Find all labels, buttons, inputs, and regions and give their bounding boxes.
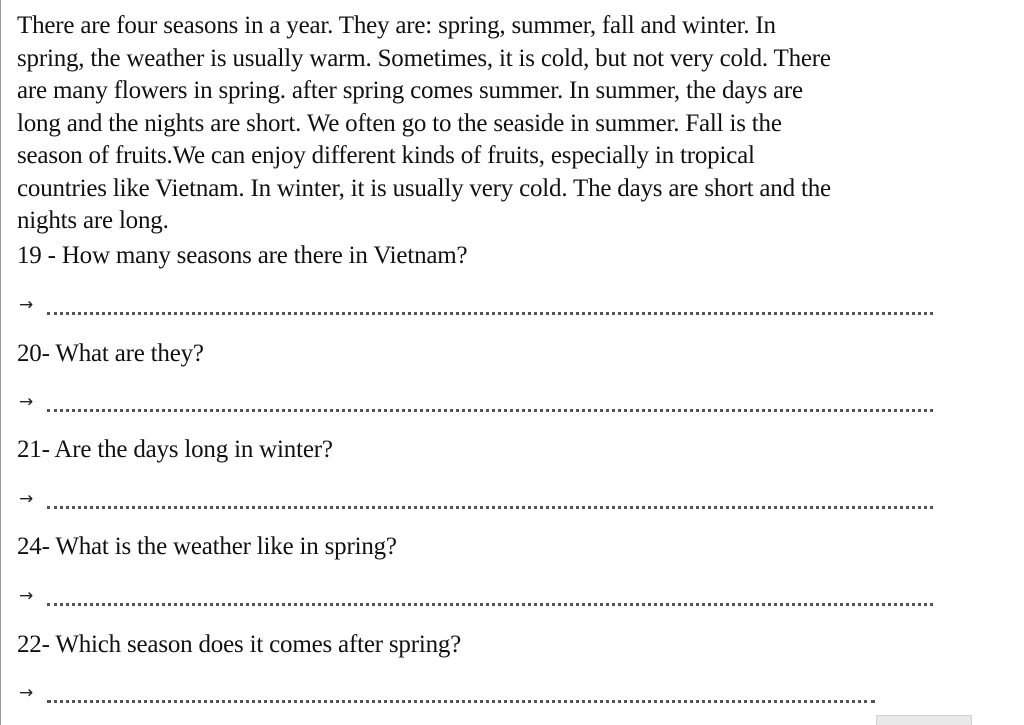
passage-line: are many flowers in spring. after spring comes summer. In summer, the days are — [17, 77, 803, 104]
answer-line-19[interactable] — [19, 295, 933, 315]
question-24: 24- What is the weather like in spring? — [17, 533, 397, 560]
passage-line: There are four seasons in a year. They are: spring, summer, fall and winter. In — [17, 12, 776, 39]
question-20: 20- What are they? — [17, 340, 204, 367]
arrow-right-icon: → — [19, 586, 34, 606]
answer-dots — [47, 395, 933, 412]
question-21: 21- Are the days long in winter? — [17, 436, 333, 463]
answer-dots — [47, 492, 933, 509]
answer-line-20[interactable] — [19, 392, 933, 412]
question-19: 19 - How many seasons are there in Vietnam? — [17, 242, 468, 269]
passage-line: nights are long. — [17, 207, 169, 234]
passage-line: spring, the weather is usually warm. Sometimes, it is cold, but not very cold. There — [17, 44, 831, 72]
passage-line: long and the nights are short. We often go to the seaside in summer. Fall is the — [17, 109, 782, 137]
answer-line-24[interactable] — [19, 586, 933, 606]
overlay-toolbar-edge — [876, 715, 972, 725]
answer-dots — [47, 589, 933, 606]
arrow-right-icon: → — [19, 295, 34, 315]
passage-line: season of fruits.We can enjoy different kinds of fruits, especially in tropical — [17, 142, 755, 169]
arrow-right-icon: → — [19, 683, 34, 703]
question-22: 22- Which season does it comes after spring? — [17, 631, 462, 658]
answer-dots — [47, 298, 933, 315]
answer-line-21[interactable] — [19, 489, 933, 509]
arrow-right-icon: → — [19, 489, 34, 509]
passage-line: countries like Vietnam. In winter, it is usually very cold. The days are short and the — [17, 174, 831, 202]
reading-passage — [17, 10, 977, 238]
arrow-right-icon: → — [19, 392, 34, 412]
answer-dots — [47, 686, 875, 703]
answer-line-22[interactable] — [19, 683, 875, 703]
